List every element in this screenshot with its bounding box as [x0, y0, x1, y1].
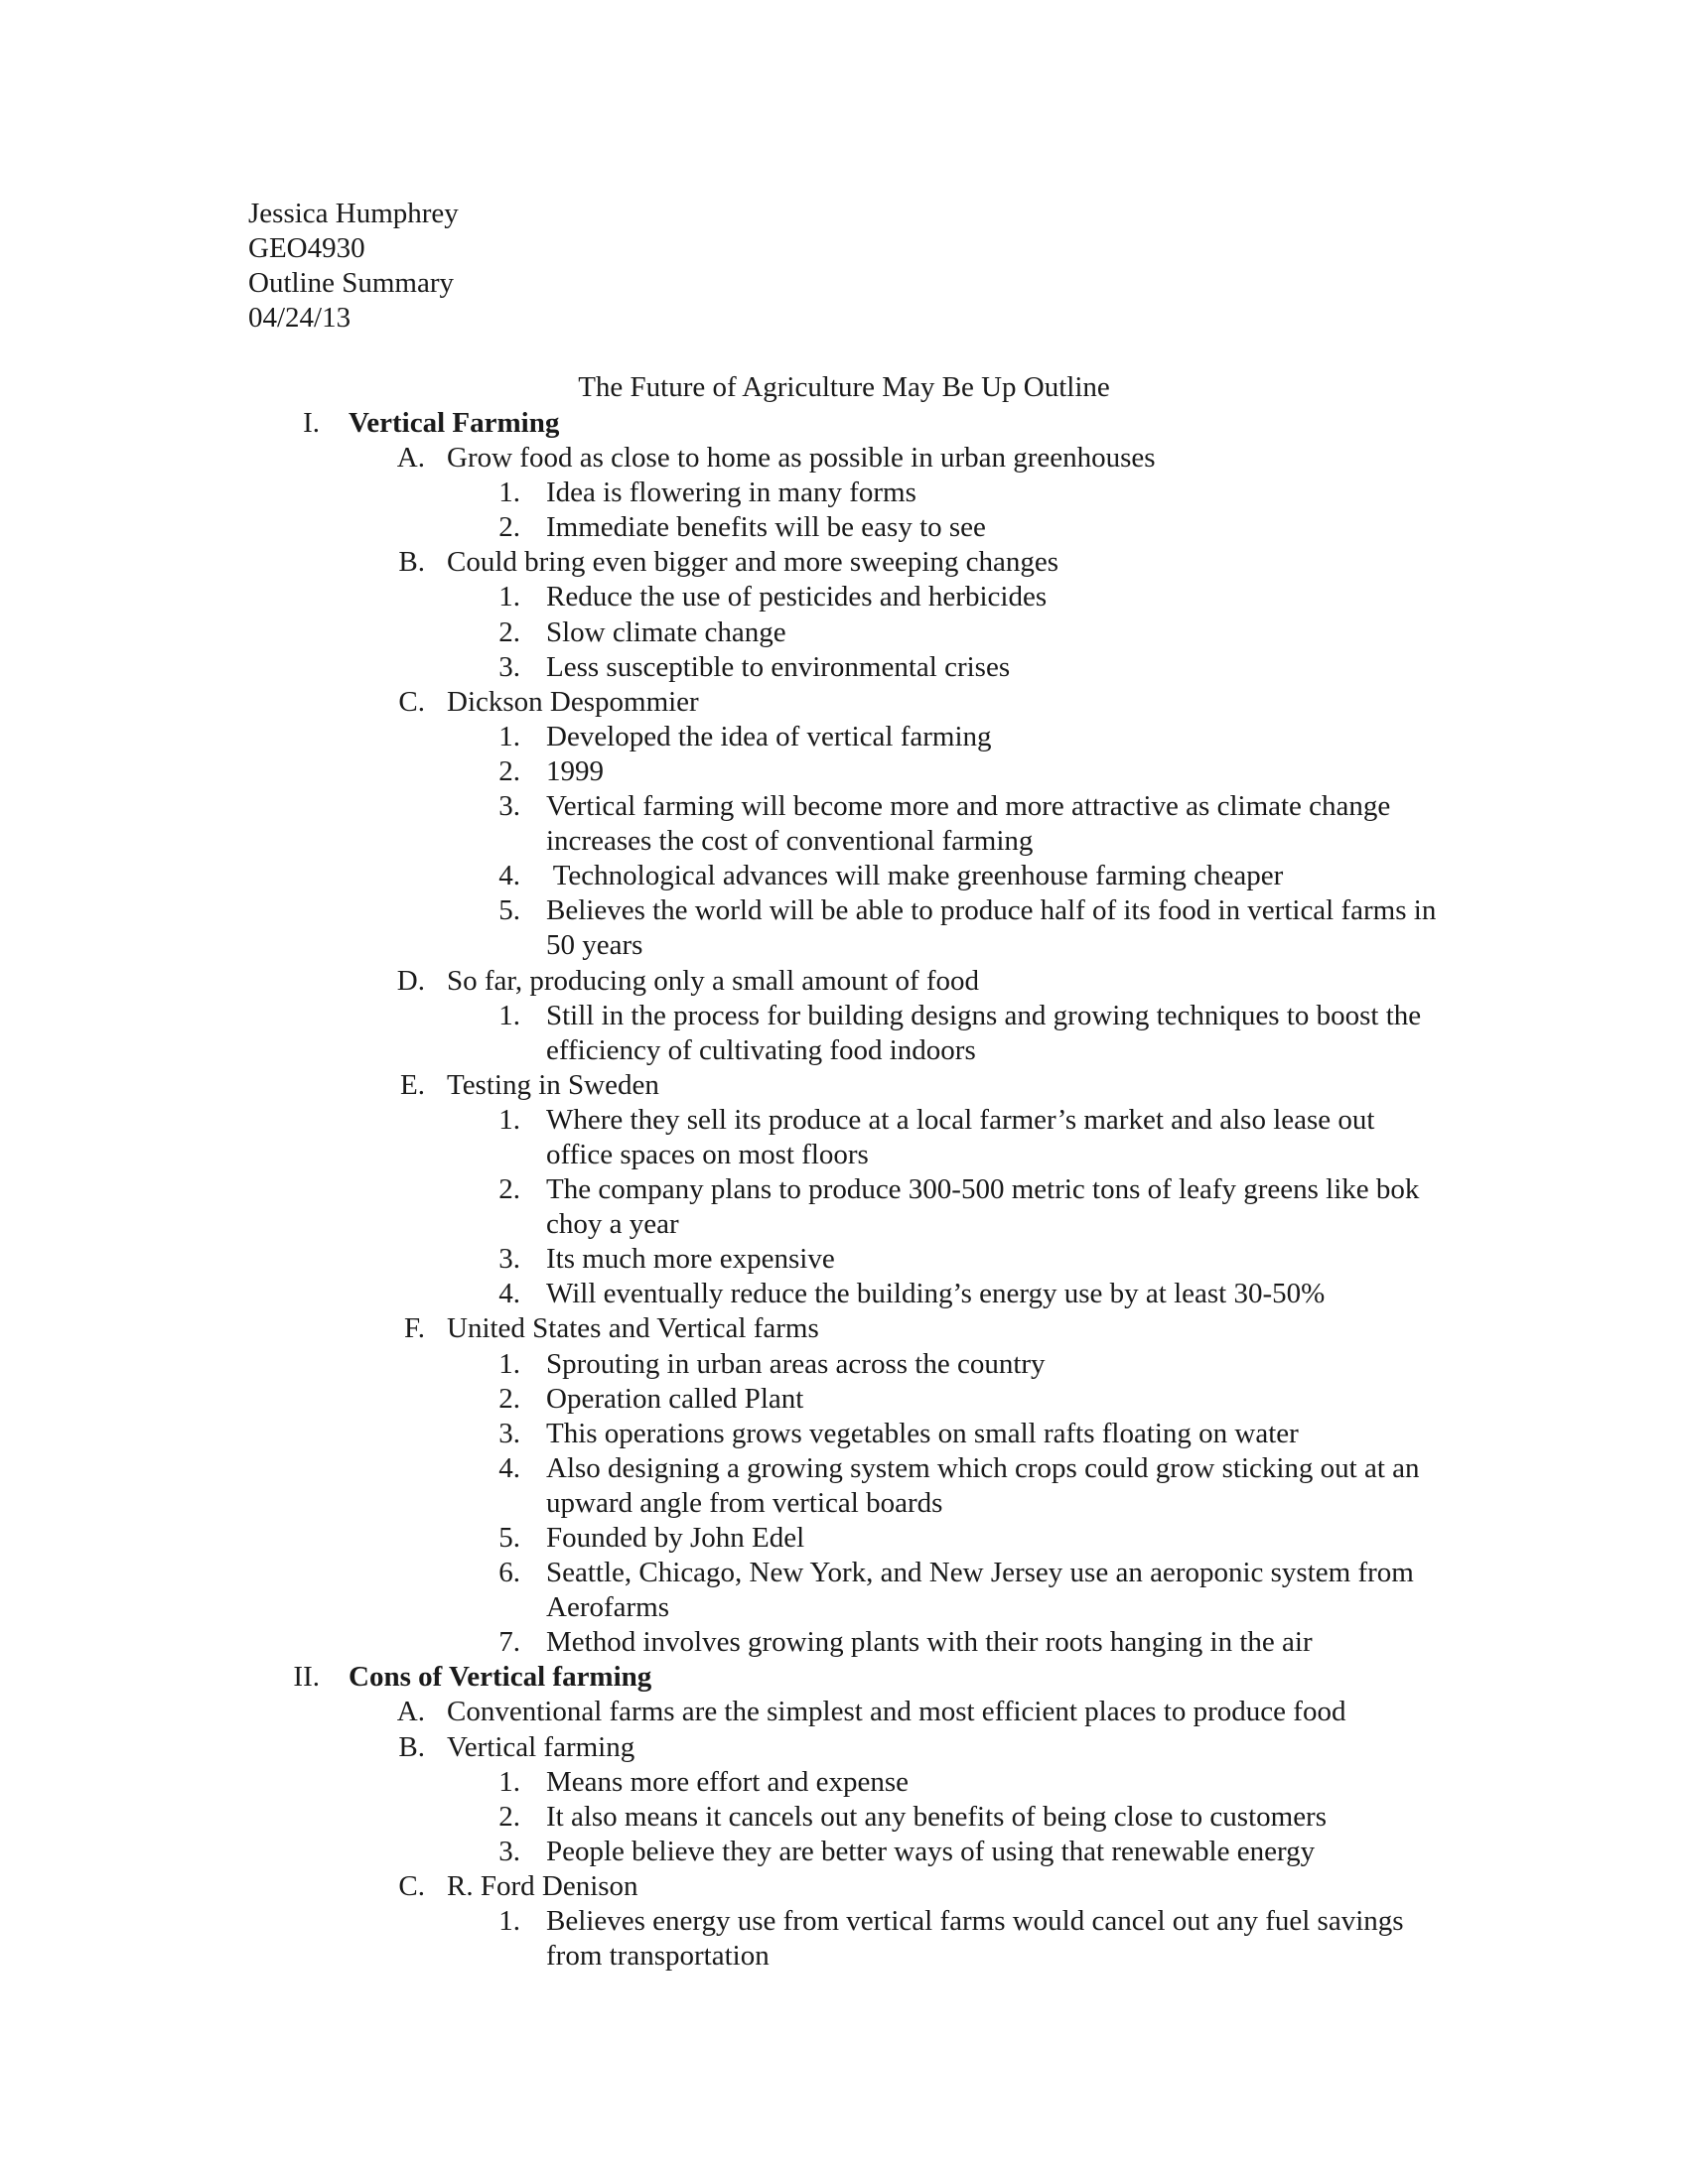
subpoint-text: Seattle, Chicago, New York, and New Jersey use an aeroponic system from Aerofarms [546, 1557, 1414, 1624]
subpoint-text: Less susceptible to environmental crises [546, 650, 1011, 683]
outline-subpoint [0, 1835, 1688, 1869]
outline-subpoint [0, 1556, 1688, 1625]
section-marker: I. [303, 407, 320, 439]
subpoint-marker: 2. [498, 1382, 520, 1415]
point-text: Grow food as close to home as possible in urban greenhouses [447, 442, 1156, 475]
subpoint-text: Its much more expensive [546, 1243, 835, 1276]
subpoint-marker: 5. [498, 1522, 520, 1554]
subpoint-text: Still in the process for building designs and growing techniques to boost the efficiency of cultivating food indoors [546, 999, 1422, 1066]
subpoint-text: Believes energy use from vertical farms would cancel out any fuel savings from transportation [546, 1905, 1404, 1973]
subpoint-text: It also means it cancels out any benefits of being close to customers [546, 1800, 1328, 1833]
subpoint-text: 1999 [546, 754, 604, 787]
subpoint-marker: 3. [498, 1835, 520, 1867]
point-marker: B. [398, 546, 425, 579]
outline-subpoint [0, 1103, 1688, 1172]
subpoint-marker: 1. [498, 1347, 520, 1380]
subpoint-text: Vertical farming will become more and more attractive as climate change increases the cost of conventional farming [546, 790, 1391, 858]
outline-point [0, 1068, 1688, 1103]
subpoint-marker: 3. [498, 1243, 520, 1276]
assignment-name: Outline Summary [248, 267, 455, 299]
outline-subpoint [0, 893, 1688, 963]
outline-subpoint [0, 1277, 1688, 1311]
outline-subpoint [0, 510, 1688, 545]
subpoint-marker: 1. [498, 477, 520, 509]
point-marker: C. [398, 1869, 425, 1902]
point-marker: A. [396, 1696, 425, 1728]
outline-subpoint [0, 1521, 1688, 1556]
outline-subpoint [0, 1417, 1688, 1451]
subpoint-marker: 1. [498, 1905, 520, 1938]
subpoint-marker: 1. [498, 1765, 520, 1798]
point-text: Could bring even bigger and more sweeping changes [447, 546, 1059, 579]
point-marker: F. [403, 1312, 425, 1345]
section-marker: II. [293, 1661, 320, 1694]
point-marker: C. [398, 685, 425, 718]
outline-point [0, 1730, 1688, 1765]
outline-point [0, 685, 1688, 720]
subpoint-marker: 3. [498, 790, 520, 823]
subpoint-text: Will eventually reduce the building’s energy use by at least 30-50% [546, 1278, 1326, 1310]
outline-point [0, 1311, 1688, 1346]
section-title: Cons of Vertical farming [349, 1661, 652, 1694]
subpoint-text: This operations grows vegetables on small rafts floating on water [546, 1417, 1299, 1449]
subpoint-marker: 2. [498, 511, 520, 544]
subpoint-text: Developed the idea of vertical farming [546, 720, 992, 752]
outline-subpoint [0, 1625, 1688, 1660]
subpoint-text: Immediate benefits will be easy to see [546, 511, 986, 544]
subpoint-marker: 3. [498, 650, 520, 683]
subpoint-text: The company plans to produce 300-500 metric tons of leafy greens like bok choy a year [546, 1173, 1420, 1241]
point-text: Conventional farms are the simplest and most efficient places to produce food [447, 1696, 1346, 1728]
point-marker: A. [396, 442, 425, 475]
point-text: R. Ford Denison [447, 1869, 638, 1902]
point-text: So far, producing only a small amount of food [447, 964, 980, 997]
section-title: Vertical Farming [349, 407, 560, 439]
outline-subpoint [0, 859, 1688, 893]
outline-subpoint [0, 1347, 1688, 1382]
outline-point [0, 545, 1688, 580]
outline-subpoint [0, 580, 1688, 614]
outline-subpoint [0, 650, 1688, 685]
subpoint-marker: 4. [498, 1278, 520, 1310]
subpoint-marker: 3. [498, 1417, 520, 1449]
outline-subpoint [0, 1451, 1688, 1521]
point-marker: D. [396, 964, 425, 997]
subpoint-text: People believe they are better ways of using that renewable energy [546, 1835, 1316, 1867]
point-text: Vertical farming [447, 1730, 635, 1763]
subpoint-text: Technological advances will make greenhouse farming cheaper [546, 860, 1284, 892]
document-header [248, 197, 459, 336]
subpoint-marker: 1. [498, 720, 520, 752]
outline-point [0, 1869, 1688, 1904]
point-text: Testing in Sweden [447, 1068, 659, 1101]
subpoint-text: Sprouting in urban areas across the country [546, 1347, 1046, 1380]
outline-point [0, 1695, 1688, 1729]
subpoint-text: Operation called Plant [546, 1382, 804, 1415]
outline-point [0, 441, 1688, 476]
subpoint-text: Idea is flowering in many forms [546, 477, 916, 509]
point-marker: B. [398, 1730, 425, 1763]
subpoint-text: Believes the world will be able to produce half of its food in vertical farms in 50 years [546, 894, 1437, 962]
document-title: The Future of Agriculture May Be Up Outline [578, 371, 1110, 403]
subpoint-marker: 7. [498, 1626, 520, 1659]
point-marker: E. [400, 1068, 425, 1101]
outline-subpoint [0, 999, 1688, 1068]
course-code: GEO4930 [248, 232, 365, 264]
point-text: Dickson Despommier [447, 685, 699, 718]
subpoint-text: Slow climate change [546, 615, 786, 648]
section-heading [0, 406, 1688, 441]
section-heading [0, 1660, 1688, 1695]
subpoint-marker: 4. [498, 860, 520, 892]
outline-subpoint [0, 789, 1688, 859]
subpoint-marker: 1. [498, 1103, 520, 1136]
outline [0, 406, 1688, 1974]
subpoint-marker: 1. [498, 581, 520, 614]
outline-subpoint [0, 476, 1688, 510]
subpoint-text: Method involves growing plants with their roots hanging in the air [546, 1626, 1313, 1659]
outline-subpoint [0, 720, 1688, 754]
point-text: United States and Vertical farms [447, 1312, 819, 1345]
outline-subpoint [0, 1242, 1688, 1277]
subpoint-text: Also designing a growing system which crops could grow sticking out at an upward angle from vertical boards [546, 1451, 1420, 1519]
outline-subpoint [0, 615, 1688, 650]
subpoint-marker: 5. [498, 894, 520, 927]
subpoint-text: Reduce the use of pesticides and herbicides [546, 581, 1048, 614]
subpoint-text: Means more effort and expense [546, 1765, 910, 1798]
outline-subpoint [0, 754, 1688, 789]
subpoint-text: Where they sell its produce at a local farmer’s market and also lease out office spaces on most floors [546, 1103, 1375, 1170]
outline-subpoint [0, 1904, 1688, 1974]
subpoint-marker: 2. [498, 1173, 520, 1206]
subpoint-marker: 1. [498, 999, 520, 1031]
outline-subpoint [0, 1800, 1688, 1835]
subpoint-marker: 4. [498, 1451, 520, 1484]
outline-subpoint [0, 1172, 1688, 1242]
outline-subpoint [0, 1765, 1688, 1800]
subpoint-marker: 2. [498, 615, 520, 648]
subpoint-text: Founded by John Edel [546, 1522, 805, 1554]
subpoint-marker: 2. [498, 1800, 520, 1833]
outline-subpoint [0, 1382, 1688, 1417]
subpoint-marker: 6. [498, 1557, 520, 1589]
author-name: Jessica Humphrey [248, 198, 459, 229]
document-date: 04/24/13 [248, 302, 352, 334]
subpoint-marker: 2. [498, 754, 520, 787]
outline-point [0, 964, 1688, 999]
